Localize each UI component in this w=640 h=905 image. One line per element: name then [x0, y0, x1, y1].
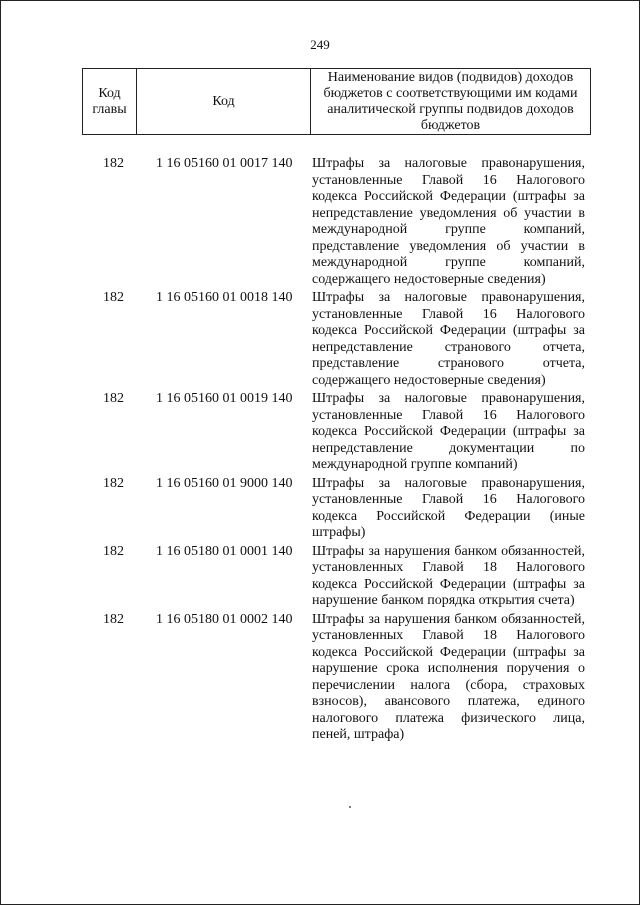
row-chapter-code: 182: [103, 611, 124, 627]
row-code: 1 16 05160 01 9000 140: [156, 475, 293, 491]
scan-speck: [349, 806, 351, 808]
row-description: Штрафы за налоговые правонарушения, установленные Главой 16 Налогового кодекса Российской Федерации (штрафы за непредставление документации по международной группе компаний): [312, 391, 585, 472]
row-description: Штрафы за налоговые правонарушения, установленные Главой 16 Налогового кодекса Российской Федерации (штрафы за непредставление уведомления об участии в международной группе компаний, представление уведомления об участии в международной группе компаний, содержащего недостоверные сведения): [312, 156, 585, 287]
page-number: 249: [310, 37, 330, 52]
row-code: 1 16 05180 01 0001 140: [156, 543, 293, 559]
header-chapter-code: Код главы: [83, 69, 137, 135]
table-row: [95, 290, 595, 389]
table-header: [82, 68, 591, 135]
table-row: [95, 156, 595, 288]
row-code: 1 16 05180 01 0002 140: [156, 611, 293, 627]
row-description: Штрафы за налоговые правонарушения, установленные Главой 16 Налогового кодекса Российской Федерации (штрафы за непредставление странового отчета, представление странового отчета, содержащего недостоверные сведения): [312, 290, 585, 388]
header-code: Код: [137, 69, 311, 135]
header-income-name: Наименование видов (подвидов) доходов бюджетов с соответствующими им кодами аналитической группы подвидов доходов бюджетов: [311, 69, 591, 135]
row-description: Штрафы за нарушения банком обязанностей, установленных Главой 18 Налогового кодекса Российской Федерации (штрафы за нарушение банком порядка открытия счета): [312, 543, 585, 608]
row-chapter-code: 182: [103, 475, 124, 491]
table-body: [95, 156, 595, 746]
row-description: Штрафы за налоговые правонарушения, установленные Главой 16 Налогового кодекса Российской Федерации (иные штрафы): [312, 475, 585, 540]
row-chapter-code: 182: [103, 391, 124, 406]
row-chapter-code: 182: [103, 156, 124, 171]
row-code: 1 16 05160 01 0019 140: [156, 391, 293, 406]
table-row: [95, 476, 595, 542]
row-description: Штрафы за нарушения банком обязанностей, установленных Главой 18 Налогового кодекса Российской Федерации (штрафы за нарушение срока исполнения поручения о перечислении налога (сбора, страховых взносов), авансового платежа, единого налогового платежа физического лица, пеней, штрафа): [312, 611, 585, 742]
table-row: [95, 391, 595, 474]
row-code: 1 16 05160 01 0018 140: [156, 290, 293, 305]
table-row: [95, 544, 595, 610]
row-chapter-code: 182: [103, 290, 124, 305]
row-chapter-code: 182: [103, 543, 124, 559]
table-row: [95, 612, 595, 744]
row-code: 1 16 05160 01 0017 140: [156, 156, 293, 171]
